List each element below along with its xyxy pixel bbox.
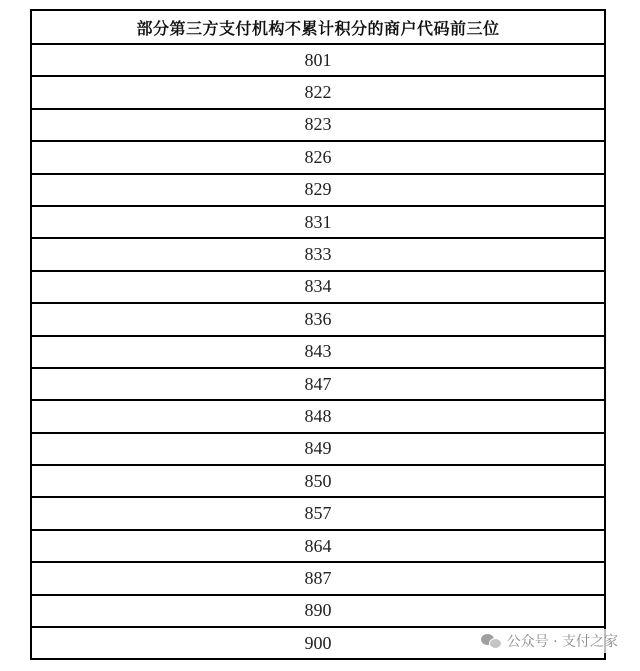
table-row: 829 [32, 175, 604, 207]
watermark [477, 629, 622, 653]
table-row: 833 [32, 239, 604, 271]
table-row: 834 [32, 272, 604, 304]
table-header: 部分第三方支付机构不累计积分的商户代码前三位 [32, 11, 604, 45]
table-row: 849 [32, 434, 604, 466]
table-row: 826 [32, 142, 604, 174]
table-row: 890 [32, 596, 604, 628]
merchant-code-table [30, 9, 606, 660]
table-row: 900 [32, 628, 604, 660]
table-row: 831 [32, 207, 604, 239]
table-row: 836 [32, 304, 604, 336]
watermark-text: 公众号 · 支付之家 [506, 634, 618, 650]
table-row: 847 [32, 369, 604, 401]
table-row: 850 [32, 466, 604, 498]
table-row: 848 [32, 401, 604, 433]
table-row: 822 [32, 77, 604, 109]
table-body [32, 45, 604, 660]
table-row: 823 [32, 110, 604, 142]
table-row: 887 [32, 563, 604, 595]
table-row: 864 [32, 531, 604, 563]
table-row: 843 [32, 337, 604, 369]
wechat-icon [481, 633, 501, 649]
table-row: 801 [32, 45, 604, 77]
table-row: 857 [32, 498, 604, 530]
